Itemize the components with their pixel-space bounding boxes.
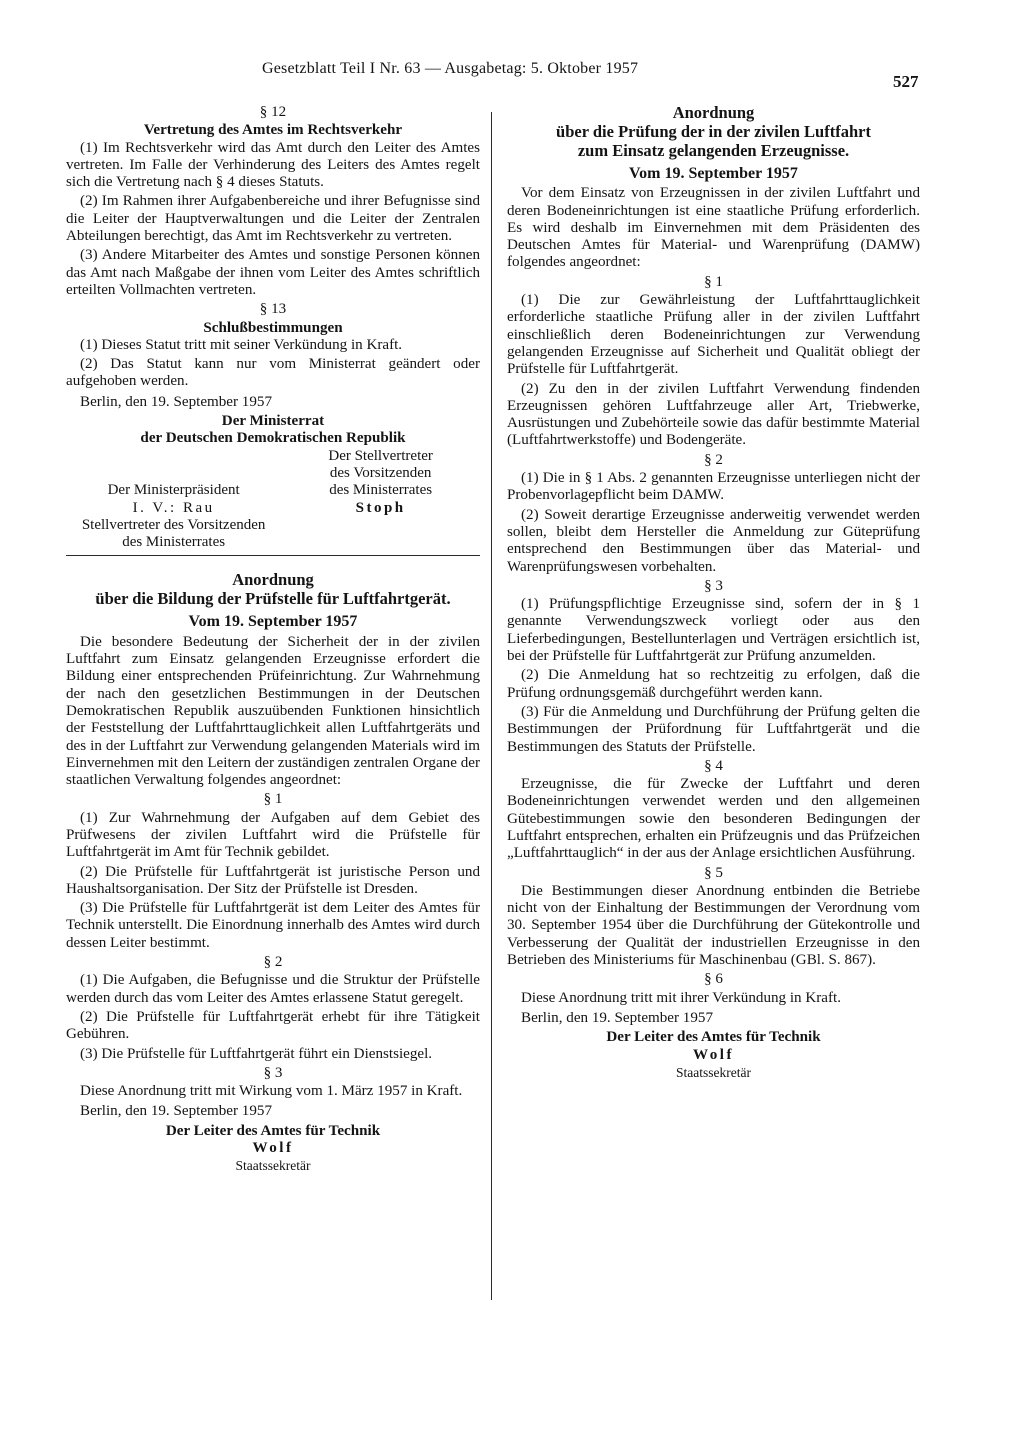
signatory-name: I. V.: Rau — [132, 499, 215, 516]
paragraph: (2) Die Prüfstelle für Luftfahrtgerät ist juristische Person und Haushaltsorganisation. Der Sitz der Prüfstelle ist Dresden. — [66, 863, 480, 897]
paragraph: Diese Anordnung tritt mit ihrer Verkündung in Kraft. — [521, 989, 841, 1006]
paragraph: (2) Soweit derartige Erzeugnisse anderweitig verwendet werden sollen, bleibt dem Hersteller die Anmeldung zur Güteprüfung entsprechend den Bestimmungen über das Material- und Warenprüfungswesen vorbehalten. — [507, 506, 920, 575]
signatory-role: Staatssekretär — [235, 1158, 311, 1174]
signatory-name: Stoph — [355, 499, 406, 516]
paragraph: (2) Zu den in der zivilen Luftfahrt Verwendung findenden Erzeugnissen gehören Luftfahrzeuge aller Art, Triebwerke, Ausrüstungen und Zubehörteile sowie das dafür bestimmte Material (Luftfahrtwerkstoffe) und Bodengeräte. — [507, 380, 920, 449]
section-heading: § 1 — [704, 273, 723, 290]
document-title: zum Einsatz gelangenden Erzeugnisse. — [577, 141, 850, 160]
paragraph: (3) Die Prüfstelle für Luftfahrtgerät führt ein Dienstsiegel. — [80, 1045, 433, 1062]
signatory-line: Der Stellvertreter — [328, 447, 433, 464]
signature-block — [66, 448, 480, 552]
paragraph: (2) Das Statut kann nur vom Ministerrat geändert oder aufgehoben werden. — [66, 356, 480, 390]
document-title: über die Prüfung der in der zivilen Luftfahrt — [556, 122, 871, 141]
document-date: Vom 19. September 1957 — [629, 165, 798, 182]
section-heading: § 1 — [263, 791, 283, 808]
signatory-title: Der Leiter des Amtes für Technik — [606, 1029, 821, 1046]
paragraph: (1) Zur Wahrnehmung der Aufgaben auf dem Gebiet des Prüfwesens der zivilen Luftfahrt wird die Prüfstelle für Luftfahrtgerät im Amt für Technik gebildet. — [66, 809, 480, 861]
document-title: Anordnung — [232, 570, 314, 590]
section-title: Schlußbestimmungen — [203, 319, 343, 336]
paragraph: Erzeugnisse, die für Zwecke der Luftfahrt und deren Bodeneinrichtungen verwendet werden und den allgemeinen Gütebestimmungen sowie den besonderen Bedingungen der Luftfahrt entsprechen, erhalten ein Prüfzeugnis und das Prüfzeichen „Luftfahrttauglich“ in der aus der Anlage ersichtlichen Ausführung. — [507, 776, 920, 862]
paragraph: (2) Die Prüfstelle für Luftfahrtgerät erhebt für ihre Tätigkeit Gebühren. — [66, 1008, 480, 1043]
place-date: Berlin, den 19. September 1957 — [80, 1103, 272, 1120]
page-header: Gesetzblatt Teil I Nr. 63 — Ausgabetag: 5. Oktober 1957 — [262, 60, 639, 77]
page-number: 527 — [893, 72, 919, 91]
signatory-name: Wolf — [692, 1046, 735, 1063]
paragraph: (3) Für die Anmeldung und Durchführung der Prüfung gelten die Bestimmungen der Prüfordnung für Luftfahrtgerät und die Bestimmungen des Statuts der Prüfstelle. — [507, 703, 920, 755]
section-heading: § 6 — [704, 971, 723, 988]
document-date: Vom 19. September 1957 — [188, 613, 358, 631]
section-heading: § 2 — [263, 954, 283, 971]
signatory-name: Wolf — [252, 1140, 294, 1157]
paragraph: Die Bestimmungen dieser Anordnung entbinden die Betriebe nicht von der Einhaltung der Bestimmungen der Verordnung vom 30. September 1954 über die Durchführung der Gütekontrolle und Verbesserung der Qualität der industriellen Erzeugnisse in den Betrieben des Ministeriums für Maschinenbau (GBl. S. 867). — [507, 882, 920, 969]
paragraph: (1) Die Aufgaben, die Befugnisse und die Struktur der Prüfstelle werden durch das vom Leiter des Amtes erlassene Statut geregelt. — [66, 972, 480, 1006]
signatory-role: Staatssekretär — [676, 1064, 751, 1080]
signatory-line: des Vorsitzenden — [329, 464, 432, 481]
paragraph: (1) Dieses Statut tritt mit seiner Verkündung in Kraft. — [80, 336, 403, 353]
section-heading: § 3 — [263, 1064, 283, 1081]
section-heading: § 4 — [704, 757, 723, 774]
paragraph: (3) Andere Mitarbeiter des Amtes und sonstige Personen können das Amt nach Maßgabe der ihnen vom Leiter des Amtes schriftlich erteilten Vollmachten vertreten. — [66, 247, 480, 298]
signatory-line: Stellvertreter des Vorsitzenden — [81, 516, 266, 533]
paragraph: Diese Anordnung tritt mit Wirkung vom 1. März 1957 in Kraft. — [80, 1083, 463, 1100]
left-column — [66, 103, 480, 1175]
signatory-line: des Ministerrates — [329, 482, 433, 499]
paragraph: (1) Im Rechtsverkehr wird das Amt durch den Leiter des Amtes vertreten. Im Falle der Verhinderung des Leiters des Amtes regelt sich die Vertretung nach § 4 dieses Statuts. — [66, 139, 480, 191]
section-title: Vertretung des Amtes im Rechtsverkehr — [143, 122, 403, 139]
signatory-org: der Deutschen Demokratischen Republik — [140, 430, 406, 447]
paragraph: Die besondere Bedeutung der Sicherheit der in der zivilen Luftfahrt zum Einsatz gelangenden Erzeugnisse erfordert die Bildung einer entsprechenden Prüfeinrichtung. Zur Wahrnehmung der nach den gesetzlichen Bestimmungen in der Deutschen Demokratischen Republik auszuübenden Funktionen hinsichtlich der Feststellung der Luftfahrttauglichkeit allen Luftfahrtgeräts und des in der Luftfahrt zur Verwendung gelangenden Materials wird im Einvernehmen mit den Leitern der zuständigen zentralen Organe der staatlichen Verwaltung folgendes angeordnet: — [66, 633, 480, 789]
signatory-line: Der Ministerpräsident — [107, 482, 240, 499]
document-title: Anordnung — [672, 103, 755, 122]
paragraph: (1) Prüfungspflichtige Erzeugnisse sind, sofern der in § 1 genannte Verwendungszweck vorliegt oder aus den Lieferbedingungen, Bestellunterlagen und Verträgen ersichtlich ist, bei der Prüfstelle für Luftfahrtgerät zur Prüfung anzumelden. — [507, 596, 920, 665]
document-title: über die Bildung der Prüfstelle für Luftfahrtgerät. — [95, 589, 451, 609]
signatory-line: des Ministerrates — [122, 534, 226, 551]
section-heading: § 12 — [259, 104, 287, 120]
signatory-org: Der Ministerrat — [221, 413, 325, 430]
paragraph: (1) Die zur Gewährleistung der Luftfahrttauglichkeit erforderliche staatliche Prüfung aller in der zivilen Luftfahrt einschließlich deren Bodeneinrichtungen zur Verwendung gelangenden Erzeugnisse auf Sicherheit und Qualität obliegt der Prüfstelle für Luftfahrtgerät. — [507, 292, 920, 378]
section-heading: § 3 — [704, 577, 723, 594]
place-date: Berlin, den 19. September 1957 — [80, 393, 272, 410]
paragraph: (1) Die in § 1 Abs. 2 genannten Erzeugnisse unterliegen nicht der Probenvorlagepflicht beim DAMW. — [507, 470, 920, 504]
paragraph: (2) Die Anmeldung hat so rechtzeitig zu erfolgen, daß die Prüfung ordnungsgemäß durchgeführt werden kann. — [507, 667, 920, 701]
paragraph: (3) Die Prüfstelle für Luftfahrtgerät ist dem Leiter des Amtes für Technik unterstellt. Die Einordnung innerhalb des Amtes wird durch dessen Leiter bestimmt. — [66, 900, 480, 951]
paragraph: (2) Im Rahmen ihrer Aufgabenbereiche und ihrer Befugnisse sind die Leiter der Hauptverwaltungen und die Leiter der Zentralen Abteilungen berechtigt, das Amt im Rechtsverkehr zu vertreten. — [66, 193, 480, 245]
separator-rule — [66, 555, 480, 556]
section-heading: § 13 — [259, 301, 287, 318]
signatory-title: Der Leiter des Amtes für Technik — [165, 1122, 381, 1139]
section-heading: § 5 — [704, 864, 723, 881]
section-heading: § 2 — [704, 451, 723, 468]
column-divider — [491, 112, 492, 1300]
paragraph: Vor dem Einsatz von Erzeugnissen in der zivilen Luftfahrt und deren Bodeneinrichtungen ist eine staatliche Prüfung erforderlich. Es wird deshalb im Einvernehmen mit dem Präsidenten des Deutschen Amtes für Material- und Warenprüfung (DAMW) folgendes angeordnet: — [507, 185, 920, 271]
place-date: Berlin, den 19. September 1957 — [521, 1009, 713, 1026]
right-column — [507, 103, 920, 1081]
